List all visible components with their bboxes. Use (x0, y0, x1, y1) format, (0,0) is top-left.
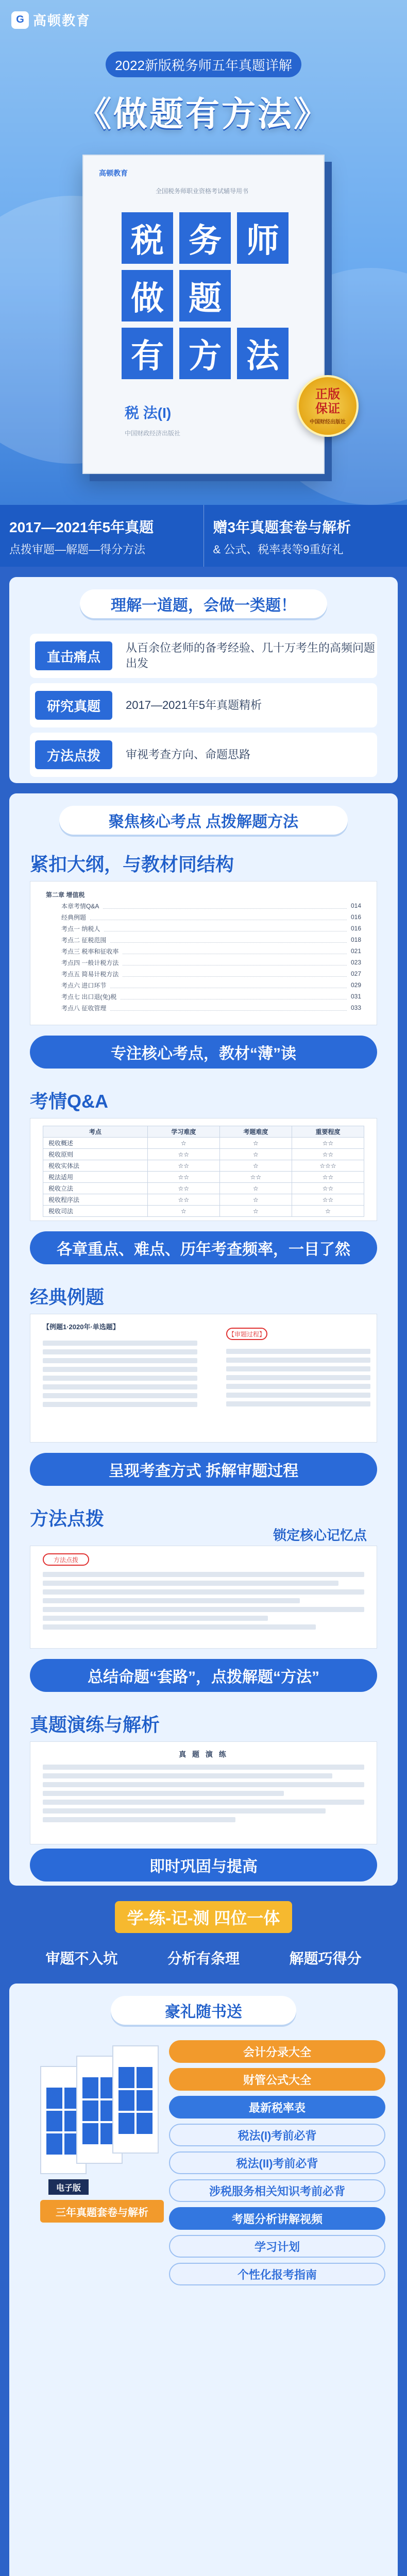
practice-doc-title: 真 题 演 练 (179, 1750, 228, 1758)
slogan-card: 学-练-记-测 四位一体 (115, 1901, 293, 1933)
slogan-item: 审题不入坑 (45, 1951, 118, 1967)
intro-row-research (30, 683, 377, 727)
method-title: 方法点拨 (30, 1508, 105, 1529)
gift-item: 最新税率表 (169, 2096, 385, 2119)
book-subtitle: 全国税务师职业资格考试辅导用书 (156, 188, 249, 195)
toc-item[interactable]: 考点一 纳税人 016 (61, 925, 361, 933)
book-char: 有 (122, 328, 173, 379)
qa-row: 税收实体法 ☆☆ ☆ ☆☆☆ (43, 1160, 364, 1172)
method-document (30, 1546, 377, 1649)
practice-banner: 即时巩固与提高 (30, 1849, 377, 1882)
qa-document (30, 1118, 377, 1221)
toc-item[interactable]: 本章考情Q&A 014 (61, 902, 361, 910)
gifts-panel (9, 1984, 398, 2576)
intro-heading: 理解一道题，会做一类题！ (80, 589, 327, 618)
qa-header: 考题难度 (219, 1126, 292, 1138)
feature-left-sub: 点拨审题—解题—得分方法 (9, 543, 146, 556)
qa-banner: 各章重点、难点、历年考查频率，一目了然 (30, 1231, 377, 1264)
method-lines (43, 1572, 364, 1630)
intro-row-text: 2017—2021年5年真题精析 (126, 699, 262, 711)
example-banner: 呈现考查方式 拆解审题过程 (30, 1453, 377, 1486)
qa-header-row (43, 1126, 364, 1138)
qa-header: 重要程度 (292, 1126, 364, 1138)
book-char: 做 (122, 270, 173, 321)
practice-title: 真题演练与解析 (30, 1714, 160, 1735)
gifts-heading: 豪礼随书送 (111, 1996, 296, 2025)
method-badge: 方法点拨 (43, 1553, 89, 1566)
book-char: 方 (179, 328, 231, 379)
toc-item[interactable]: 经典例题 016 (61, 913, 361, 921)
gift-item: 涉税服务相关知识考前必背 (169, 2179, 385, 2202)
ebook-tag: 电子版 (48, 2179, 89, 2195)
practice-document (30, 1741, 377, 1844)
gift-book (112, 2045, 159, 2154)
gift-item: 考题分析讲解视频 (169, 2207, 385, 2230)
feature-left-main: 2017—2021年5年真题 (9, 519, 154, 535)
core-panel (9, 793, 398, 1886)
book-series: 税 法(I) (125, 405, 172, 421)
toc-item[interactable]: 考点四 一般计税方法 023 (61, 959, 361, 967)
qa-header: 学习难度 (147, 1126, 219, 1138)
gift-set-label: 三年真题套卷与解析 (40, 2200, 164, 2223)
practice-lines (43, 1765, 364, 1822)
toc-chapter: 第二章 增值税 (46, 891, 85, 899)
toc-item[interactable]: 考点八 征收管理 033 (61, 1004, 361, 1012)
core-heading: 聚焦核心考点 点拨解题方法 (59, 806, 348, 835)
example-question-lines (43, 1341, 197, 1407)
slogan-item: 解题巧得分 (289, 1951, 362, 1967)
slogan-row (21, 1947, 386, 1968)
book-char-gap (237, 270, 289, 321)
book-char: 师 (237, 212, 289, 264)
example-badge: 【审题过程】 (226, 1328, 267, 1340)
qa-row: 税收程序法 ☆☆ ☆ ☆☆ (43, 1194, 364, 1206)
gift-item: 学习计划 (169, 2235, 385, 2258)
outline-title: 紧扣大纲，与教材同结构 (30, 854, 234, 875)
slogan-cards (21, 1901, 386, 1933)
outline-banner: 专注核心考点，教材“薄”读 (30, 1036, 377, 1069)
feature-right-main: 赠3年真题套卷与解析 (213, 519, 351, 535)
toc-item[interactable]: 考点七 出口退(免)税 031 (61, 993, 361, 1001)
book-char: 题 (179, 270, 231, 321)
qa-row: 税收原则 ☆☆ ☆ ☆☆ (43, 1149, 364, 1160)
gift-item: 个性化报考指南 (169, 2263, 385, 2285)
book-cover (82, 155, 325, 474)
intro-row-label: 方法点拨 (35, 740, 112, 769)
book-title-grid (122, 212, 292, 379)
hero-title: 《做题有方法》 (77, 95, 330, 133)
example-document (30, 1314, 377, 1443)
book-char: 务 (179, 212, 231, 264)
example-title: 经典例题 (30, 1286, 105, 1308)
book-top-tag: 高顿教育 (99, 169, 128, 177)
seal-line-1: 正版 (315, 387, 340, 401)
gift-item: 税法(II)考前必背 (169, 2151, 385, 2174)
gift-item: 财管公式大全 (169, 2068, 385, 2091)
feature-right-sub: & 公式、税率表等9重好礼 (213, 543, 344, 556)
toc-document (30, 881, 377, 1025)
feature-bar (0, 505, 407, 567)
intro-row-text: 从百余位老师的备考经验、几十万考生的高频问题出发 (126, 641, 376, 670)
toc-item[interactable]: 考点五 简易计税方法 027 (61, 970, 361, 978)
intro-row-method (30, 733, 377, 777)
toc-item[interactable]: 考点二 征税范围 018 (61, 936, 361, 944)
method-side-label: 锁定核心记忆点 (273, 1528, 367, 1543)
gift-item: 税法(I)考前必背 (169, 2124, 385, 2146)
feature-left (0, 505, 204, 567)
intro-row-label: 直击痛点 (35, 641, 112, 670)
intro-row-painpoint (30, 634, 377, 678)
toc-item[interactable]: 考点六 进口环节 029 (61, 981, 361, 989)
feature-right (204, 505, 407, 567)
qa-header: 考点 (43, 1126, 148, 1138)
authentic-seal-icon (297, 375, 359, 437)
slogan-item: 分析有条理 (167, 1951, 240, 1967)
qa-row: 税收概述 ☆ ☆ ☆☆ (43, 1138, 364, 1149)
qa-row: 税收司法 ☆ ☆ ☆ (43, 1206, 364, 1217)
qa-title: 考情Q&A (30, 1091, 108, 1112)
qa-table (43, 1126, 364, 1217)
gift-item: 会计分录大全 (169, 2040, 385, 2063)
example-tag: 【例题1·2020年·单选题】 (43, 1323, 120, 1331)
book-char: 法 (237, 328, 289, 379)
book-publisher: 中国财政经济出版社 (125, 430, 181, 437)
qa-row: 税法适用 ☆☆ ☆☆ ☆☆ (43, 1172, 364, 1183)
brand-name: 高顿教育 (33, 13, 91, 28)
qa-row: 税收立法 ☆☆ ☆ ☆☆ (43, 1183, 364, 1194)
intro-panel (9, 577, 398, 783)
brand-logo[interactable] (11, 10, 91, 29)
example-analysis-lines (226, 1345, 370, 1410)
brand-logo-icon: G (11, 11, 29, 29)
method-banner: 总结命题“套路”，点拨解题“方法” (30, 1659, 377, 1692)
gift-list (169, 2040, 385, 2291)
toc-item[interactable]: 考点三 税率和征收率 021 (61, 947, 361, 955)
seal-line-2: 保证 (315, 401, 340, 416)
intro-row-text: 审视考查方向、命题思路 (126, 748, 251, 761)
seal-line-3: 中国财经出版社 (310, 419, 346, 425)
edition-ribbon: 2022新版税务师五年真题详解 (106, 52, 301, 77)
intro-row-label: 研究真题 (35, 691, 112, 720)
hero-section (0, 0, 407, 505)
book-char: 税 (122, 212, 173, 264)
